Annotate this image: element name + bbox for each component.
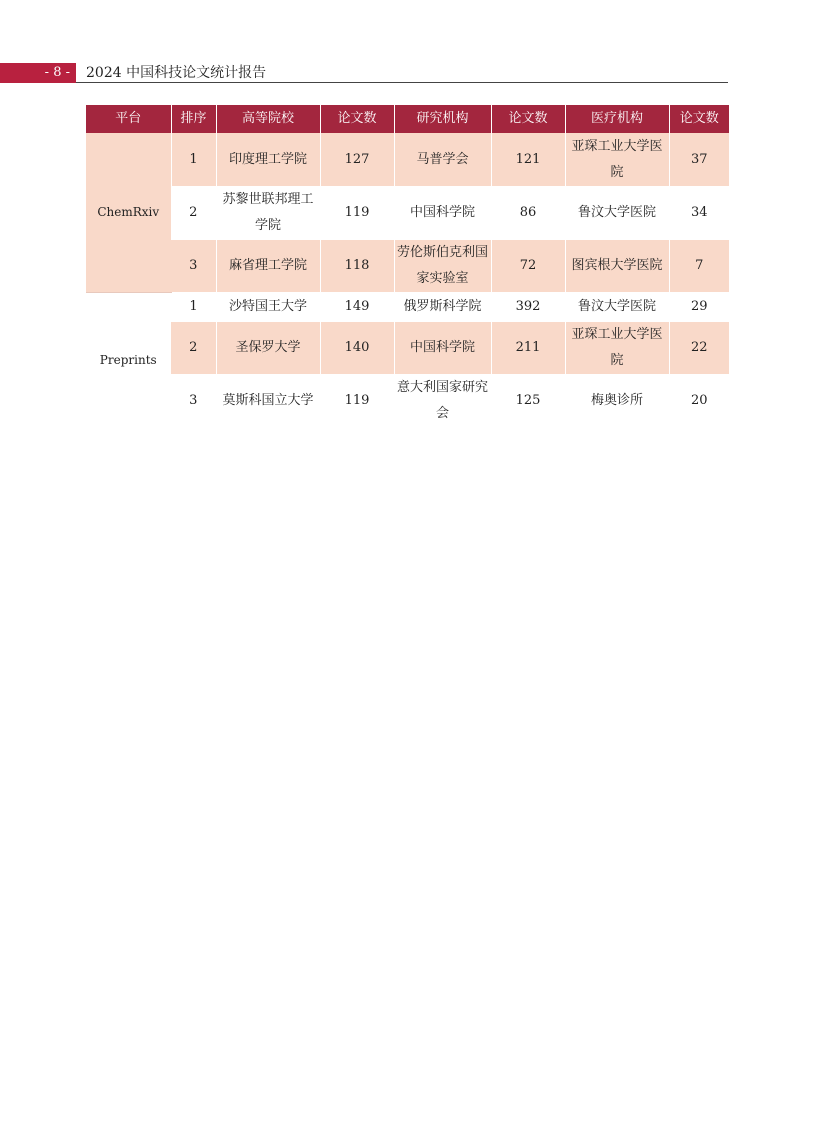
table-row (86, 374, 729, 428)
hospital-cell: 亚琛工业大学医院 (565, 322, 669, 374)
rank-cell: 2 (171, 186, 216, 240)
table-row (86, 292, 729, 322)
institute-count-cell: 86 (491, 186, 565, 240)
institute-cell: 劳伦斯伯克利国家实验室 (394, 240, 491, 292)
rank-cell: 1 (171, 292, 216, 322)
page-number: - 8 - (0, 63, 76, 83)
institute-count-cell: 125 (491, 374, 565, 428)
university-count-cell: 127 (320, 133, 394, 186)
hospital-cell: 鲁汶大学医院 (565, 292, 669, 322)
university-count-cell: 149 (320, 292, 394, 322)
university-cell: 苏黎世联邦理工学院 (216, 186, 320, 240)
hospital-count-cell: 34 (669, 186, 729, 240)
university-cell: 沙特国王大学 (216, 292, 320, 322)
document-title: 2024 中国科技论文统计报告 (86, 65, 267, 81)
table-row (86, 322, 729, 374)
hospital-cell: 图宾根大学医院 (565, 240, 669, 292)
table-row (86, 133, 729, 186)
statistics-table (86, 105, 729, 428)
institute-cell: 中国科学院 (394, 186, 491, 240)
university-count-cell: 119 (320, 186, 394, 240)
institute-cell: 马普学会 (394, 133, 491, 186)
university-cell: 莫斯科国立大学 (216, 374, 320, 428)
table-row (86, 186, 729, 240)
hospital-cell: 鲁汶大学医院 (565, 186, 669, 240)
university-count-cell: 140 (320, 322, 394, 374)
column-header-rank: 排序 (171, 105, 216, 133)
university-cell: 印度理工学院 (216, 133, 320, 186)
institute-count-cell: 121 (491, 133, 565, 186)
table-row (86, 240, 729, 292)
university-count-cell: 119 (320, 374, 394, 428)
rank-cell: 1 (171, 133, 216, 186)
column-header-hospital-count: 论文数 (669, 105, 729, 133)
column-header-university-count: 论文数 (320, 105, 394, 133)
rank-cell: 3 (171, 240, 216, 292)
rank-cell: 3 (171, 374, 216, 428)
column-header-hospital: 医疗机构 (565, 105, 669, 133)
column-header-platform: 平台 (86, 105, 171, 133)
hospital-count-cell: 29 (669, 292, 729, 322)
platform-cell-preprints: Preprints (86, 292, 171, 428)
institute-cell: 俄罗斯科学院 (394, 292, 491, 322)
hospital-count-cell: 20 (669, 374, 729, 428)
institute-count-cell: 211 (491, 322, 565, 374)
column-header-university: 高等院校 (216, 105, 320, 133)
platform-cell-chemrxiv: ChemRxiv (86, 133, 171, 292)
page-header (0, 63, 728, 83)
table-header-row (86, 105, 729, 133)
institute-cell: 中国科学院 (394, 322, 491, 374)
institute-cell: 意大利国家研究会 (394, 374, 491, 428)
university-count-cell: 118 (320, 240, 394, 292)
hospital-cell: 亚琛工业大学医院 (565, 133, 669, 186)
column-header-institute-count: 论文数 (491, 105, 565, 133)
hospital-count-cell: 22 (669, 322, 729, 374)
hospital-count-cell: 7 (669, 240, 729, 292)
hospital-count-cell: 37 (669, 133, 729, 186)
university-cell: 圣保罗大学 (216, 322, 320, 374)
rank-cell: 2 (171, 322, 216, 374)
institute-count-cell: 72 (491, 240, 565, 292)
header-rule (76, 82, 728, 83)
hospital-cell: 梅奥诊所 (565, 374, 669, 428)
university-cell: 麻省理工学院 (216, 240, 320, 292)
institute-count-cell: 392 (491, 292, 565, 322)
column-header-institute: 研究机构 (394, 105, 491, 133)
